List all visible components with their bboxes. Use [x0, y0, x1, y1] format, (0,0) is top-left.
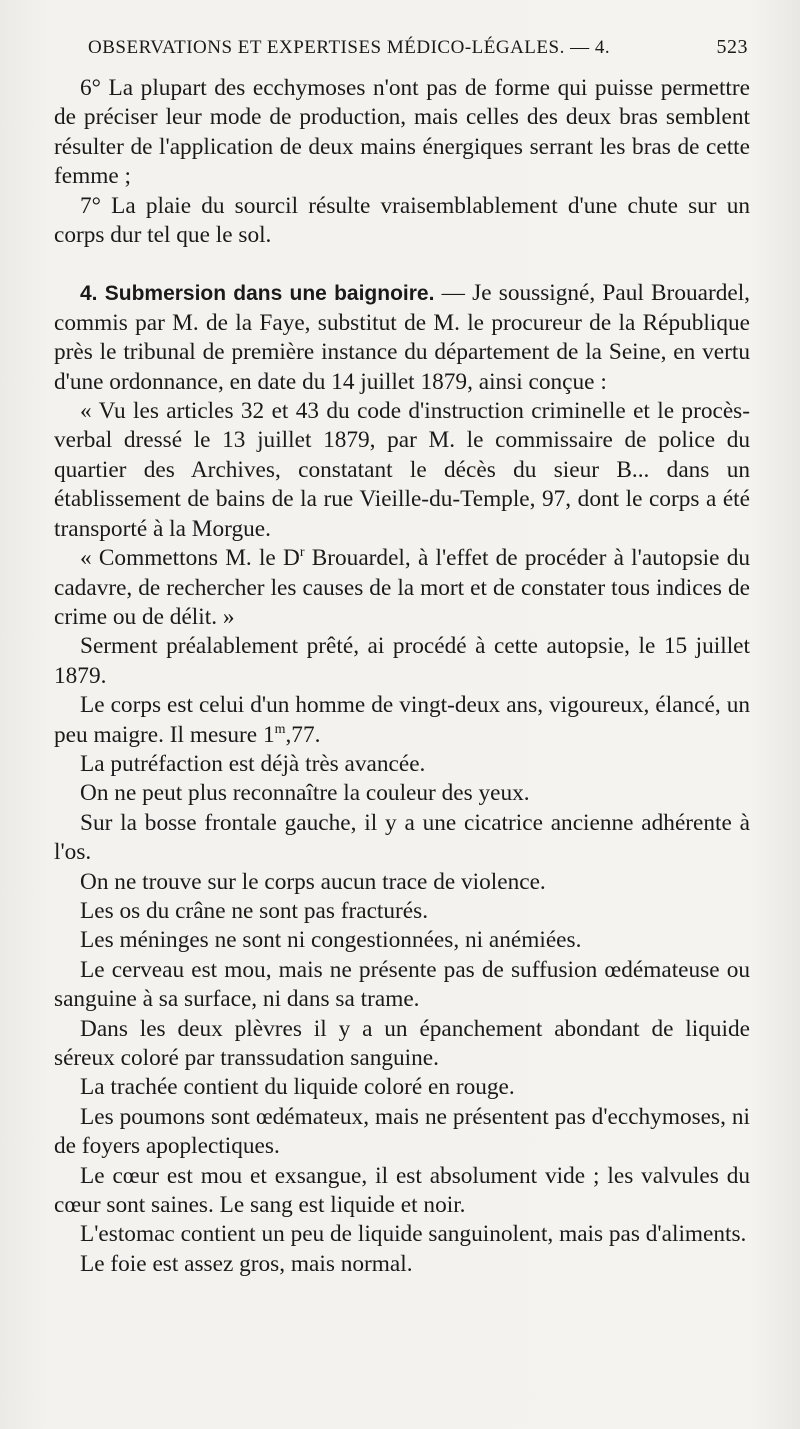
page-number: 523: [716, 36, 748, 58]
paragraph: Le cerveau est mou, mais ne présente pas de suffusion œdémateuse ou sanguine à sa surface, ni dans sa trame.: [54, 956, 750, 1013]
paragraph: 7° La plaie du sourcil résulte vraisemblablement d'une chute sur un corps dur tel que le sol.: [54, 192, 750, 249]
paragraph: On ne trouve sur le corps aucun trace de violence.: [80, 868, 546, 895]
paragraph: [54, 544, 750, 632]
paragraph: Dans les deux plèvres il y a un épanchement abondant de liquide séreux coloré par transsudation sanguine.: [54, 1015, 750, 1071]
section-intro: — Je soussigné, Paul Brouardel, commis par M. de la Faye, substitut de M. le procureur de la République près le tribunal de première instance du département de la Seine, en vertu d'une ordonnance, en date du 14 juillet 1879, ainsi conçue :: [54, 280, 750, 395]
text-segment: Brouardel, à l'effet de procéder à l'autopsie du cadavre, de rechercher les causes de la mort et de constater tous indices de crime ou de délit. »: [54, 545, 751, 630]
body-text: [54, 74, 750, 1279]
paragraph: [54, 691, 750, 750]
text-segment: « Commettons M. le D: [80, 545, 300, 572]
paragraph: Les poumons sont œdémateux, mais ne présentent pas d'ecchymoses, ni de foyers apoplectiques.: [54, 1103, 750, 1160]
paragraph: « Vu les articles 32 et 43 du code d'instruction criminelle et le procès-verbal dressé le 13 juillet 1879, par M. le commissaire de police du quartier des Archives, constatant le décès du sieur B... dans un établissement de bains de la rue Vieille-du-Temple, 97, dont le corps a été transporté à la Morgue.: [54, 398, 750, 542]
text-segment: Le corps est celui d'un homme de vingt-deux ans, vigoureux, élancé, un peu maigre. Il mesure 1: [54, 692, 750, 748]
text-segment: ,77.: [285, 721, 321, 748]
paragraph: Les méninges ne sont ni congestionnées, ni anémiées.: [80, 927, 582, 954]
paragraph: Le foie est assez gros, mais normal.: [80, 1250, 413, 1277]
section-title: 4. Submersion dans une baignoire.: [80, 282, 435, 306]
section-paragraph: [54, 279, 750, 397]
paragraph: Les os du crâne ne sont pas fracturés.: [80, 897, 429, 924]
paragraph: La putréfaction est déjà très avancée.: [80, 750, 426, 777]
paragraph: L'estomac contient un peu de liquide sanguinolent, mais pas d'aliments.: [80, 1221, 747, 1248]
running-title: OBSERVATIONS ET EXPERTISES MÉDICO-LÉGALES. — 4.: [88, 37, 611, 58]
paragraph: 6° La plupart des ecchymoses n'ont pas de forme qui puisse permettre de préciser leur mode de production, mais celles des deux bras semblent résulter de l'application de deux mains énergiques serrant les bras de cette femme ;: [54, 75, 750, 190]
running-header: [88, 36, 748, 74]
paragraph: Le cœur est mou et exsangue, il est absolument vide ; les valvules du cœur sont saines. Le sang est liquide et noir.: [54, 1162, 750, 1219]
paragraph: Sur la bosse frontale gauche, il y a une cicatrice ancienne adhérente à l'os.: [54, 809, 750, 866]
paragraph: Serment préalablement prêté, ai procédé à cette autopsie, le 15 juillet 1879.: [54, 633, 750, 689]
superscript: r: [299, 545, 305, 561]
superscript: m: [274, 721, 286, 737]
paragraph: On ne peut plus reconnaître la couleur des yeux.: [80, 780, 530, 807]
paragraph: La trachée contient du liquide coloré en rouge.: [80, 1074, 515, 1101]
